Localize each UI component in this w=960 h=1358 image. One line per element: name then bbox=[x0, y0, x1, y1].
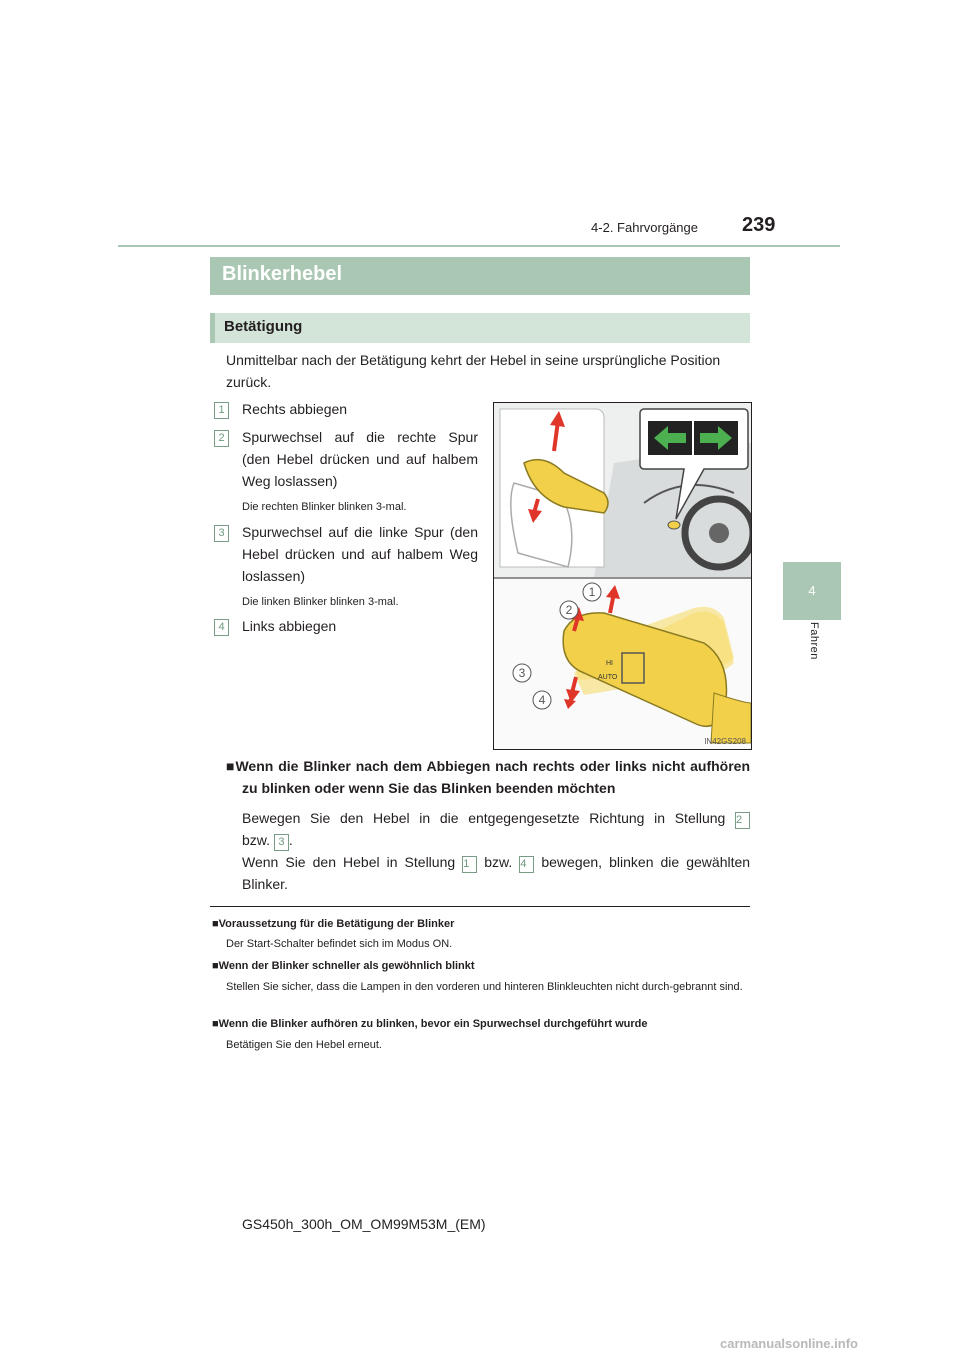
step-number-3: 3 bbox=[214, 525, 229, 542]
bullet-heading bbox=[226, 755, 750, 799]
callout-label-2: 2 bbox=[565, 603, 573, 617]
step-number-2: 2 bbox=[214, 430, 229, 447]
steering-hub-icon bbox=[709, 523, 729, 543]
footnote-heading-3: ■Wenn die Blinker aufhören zu blinken, bevor ein Spurwechsel durchgeführt wurde bbox=[212, 1018, 648, 1030]
watermark: carmanualsonline.info bbox=[720, 1336, 858, 1351]
bullet-heading-line-2: zu blinken oder wenn Sie das Blinken beenden möchten bbox=[242, 780, 616, 796]
step-3-line-3: loslassen) bbox=[242, 568, 306, 584]
footnote-body-2: Stellen Sie sicher, dass die Lampen in den vorderen und hinteren Blinkleuchten nicht durch-gebrannt sind. bbox=[226, 981, 743, 993]
page-number: 239 bbox=[742, 214, 776, 236]
step-number-1: 1 bbox=[214, 402, 229, 419]
figure-code: IN42GS208 bbox=[704, 737, 746, 746]
bullet-line-1 bbox=[242, 807, 750, 829]
bullet-num-2: 2 bbox=[735, 812, 750, 829]
step-3-line-1: Spurwechsel auf die linke Spur (den bbox=[242, 524, 478, 540]
chapter-label: Fahren bbox=[808, 622, 820, 660]
bullet-text-6: bewegen, blinken die gewählten bbox=[541, 854, 751, 870]
header-rule bbox=[118, 245, 840, 247]
bullet-num-4: 4 bbox=[519, 856, 534, 873]
step-text-3 bbox=[242, 521, 478, 587]
bullet-num-3: 3 bbox=[274, 834, 289, 851]
bullet-text-2: bzw. bbox=[242, 832, 271, 848]
bullet-body bbox=[242, 807, 750, 895]
turn-signal-lever-figure bbox=[493, 402, 752, 750]
bullet-line-2 bbox=[242, 829, 750, 851]
step-2-line-3: Weg loslassen) bbox=[242, 473, 338, 489]
footnote-heading-1: ■Voraussetzung für die Betätigung der Blinker bbox=[212, 918, 455, 930]
intro-text: Unmittelbar nach der Betätigung kehrt der Hebel in seine ursprüngliche Position zurück. bbox=[226, 352, 721, 390]
step-note-3: Die linken Blinker blinken 3-mal. bbox=[242, 596, 399, 608]
step-2-line-1: Spurwechsel auf die rechte Spur bbox=[242, 429, 478, 445]
page-section: 4-2. Fahrvorgänge bbox=[591, 220, 698, 235]
subsection-accent bbox=[210, 313, 215, 343]
footnote-body-1: Der Start-Schalter befindet sich im Modus ON. bbox=[226, 938, 453, 950]
bullet-heading-line-1: ■Wenn die Blinker nach dem Abbiegen nach rechts oder links nicht aufhören bbox=[226, 758, 750, 774]
footnote-heading-2: ■Wenn der Blinker schneller als gewöhnlich blinkt bbox=[212, 960, 475, 972]
bullet-line-3 bbox=[242, 851, 750, 873]
lever-text-hi: HI bbox=[606, 660, 613, 667]
callout-label-4: 4 bbox=[538, 693, 546, 707]
bullet-text-1: Bewegen Sie den Hebel in die entgegengesetzte Richtung in Stellung bbox=[242, 810, 726, 826]
figure-svg bbox=[494, 403, 751, 749]
footnote-rule bbox=[210, 906, 750, 907]
step-text-2 bbox=[242, 426, 478, 492]
bullet-text-5: bzw. bbox=[484, 854, 513, 870]
bullet-num-1: 1 bbox=[462, 856, 477, 873]
bullet-text-3: . bbox=[288, 832, 293, 848]
lever-location-marker bbox=[668, 521, 680, 529]
subsection-title: Betätigung bbox=[224, 318, 303, 335]
footnote-body-3: Betätigen Sie den Hebel erneut. bbox=[226, 1039, 382, 1051]
bullet-line-4: Blinker. bbox=[242, 876, 288, 892]
step-2-line-2: (den Hebel drücken und auf halbem bbox=[242, 451, 478, 467]
section-title-bar bbox=[210, 257, 750, 295]
step-text-4: Links abbiegen bbox=[242, 618, 337, 634]
callout-label-3: 3 bbox=[518, 666, 526, 680]
chapter-tab: 4 bbox=[783, 562, 841, 620]
lever-text-auto: AUTO bbox=[598, 674, 618, 681]
step-note-2: Die rechten Blinker blinken 3-mal. bbox=[242, 501, 407, 513]
callout-label-1: 1 bbox=[588, 585, 596, 599]
step-text-1: Rechts abbiegen bbox=[242, 401, 348, 417]
document-code: GS450h_300h_OM_OM99M53M_(EM) bbox=[242, 1216, 486, 1232]
bullet-text-4: Wenn Sie den Hebel in Stellung bbox=[242, 854, 456, 870]
step-3-line-2: Hebel drücken und auf halbem Weg bbox=[242, 546, 478, 562]
step-number-4: 4 bbox=[214, 619, 229, 636]
subsection-bar bbox=[210, 313, 750, 343]
section-title: Blinkerhebel bbox=[222, 263, 343, 285]
